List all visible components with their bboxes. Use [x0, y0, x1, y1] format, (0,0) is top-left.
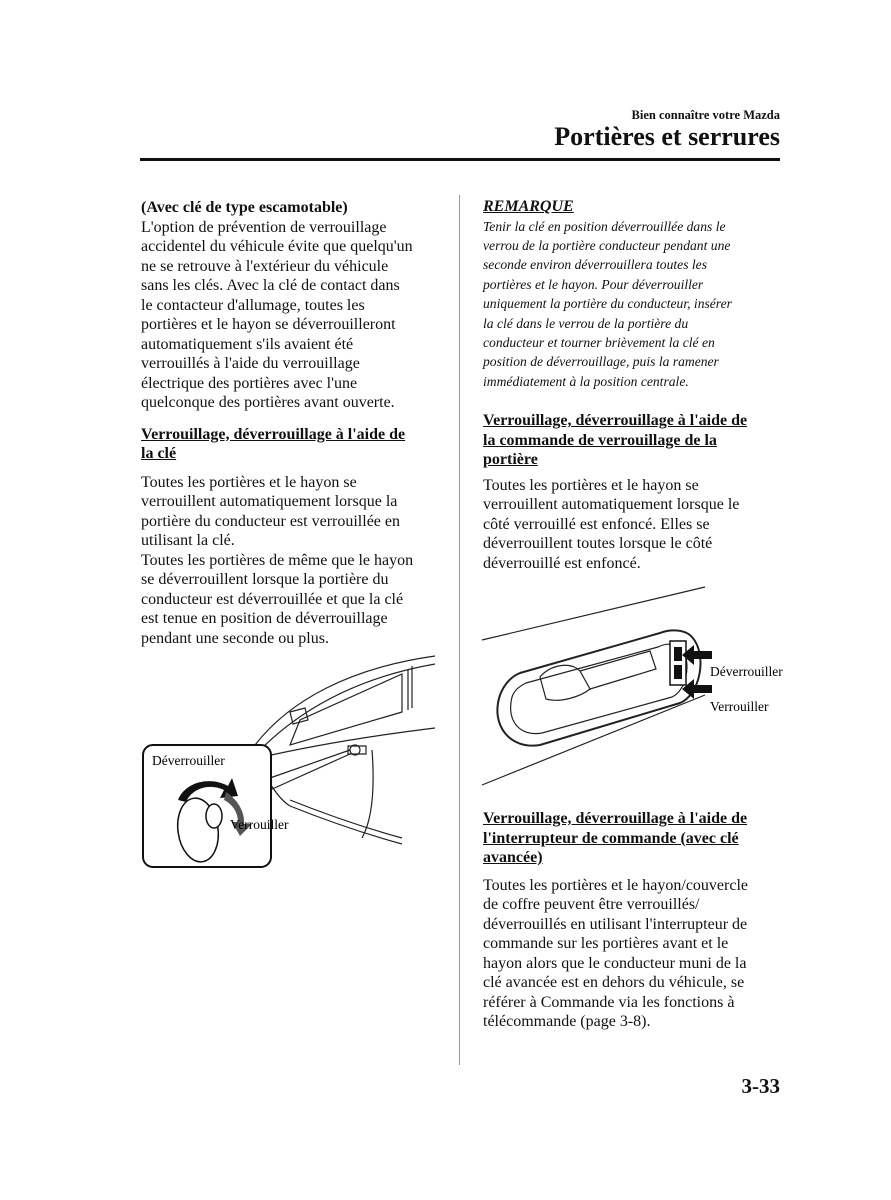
car-door-key-figure — [140, 650, 440, 875]
section-title-key: la clé — [141, 445, 177, 462]
column-divider — [459, 195, 460, 1065]
section-title-door-switch: portière — [483, 451, 538, 469]
intro-line: verrouillés à l'aide du verrouillage — [141, 355, 360, 372]
body-line: clé avancée est en dehors du véhicule, se — [483, 974, 745, 991]
header-rule — [140, 158, 780, 161]
note-line: Tenir la clé en position déverrouillée dans le — [483, 218, 726, 234]
note-line: immédiatement à la position centrale. — [483, 373, 689, 389]
door-lock-switch-figure — [480, 585, 783, 790]
body-line: Toutes les portières et le hayon se — [141, 473, 357, 491]
unlock-label: Déverrouiller — [710, 664, 783, 679]
note-line: portières et le hayon. Pour déverrouiller — [483, 276, 704, 292]
section-title-advanced-key: avancée) — [483, 849, 543, 866]
intro-line: sans les clés. Avec la clé de contact dans — [141, 277, 400, 294]
unlock-label: Déverrouiller — [152, 753, 225, 768]
page-title: Portières et serrures — [554, 122, 780, 151]
body-line: pendant une seconde ou plus. — [141, 629, 329, 647]
section-title-door-switch: la commande de verrouillage de la — [483, 431, 717, 449]
subheading-retractable-key: (Avec clé de type escamotable) — [141, 199, 348, 216]
note-line: verrou de la portière conducteur pendant une — [483, 237, 731, 253]
intro-line: L'option de prévention de verrouillage — [141, 218, 387, 236]
section-kicker: Bien connaître votre Mazda — [631, 108, 780, 122]
lock-label: Verrouiller — [230, 817, 289, 832]
section-title-advanced-key: l'interrupteur de commande (avec clé — [483, 829, 739, 847]
intro-line: le contacteur d'allumage, toutes les — [141, 296, 365, 314]
note-title: REMARQUE — [483, 198, 574, 215]
body-line: télécommande (page 3-8). — [483, 1013, 651, 1030]
body-line: déverrouillés en utilisant l'interrupteur de — [483, 915, 748, 933]
body-line: commande sur les portières avant et le — [483, 935, 729, 952]
note-line: uniquement la portière du conducteur, insérer — [483, 296, 732, 312]
body-line: côté verrouillé est enfoncé. Elles se — [483, 515, 710, 533]
note-body — [483, 217, 783, 392]
body-line: est tenue en position de déverrouillage — [141, 610, 388, 627]
body-line: Toutes les portières de même que le hayon — [141, 551, 414, 569]
intro-line: accidentel du véhicule évite que quelqu'un — [141, 238, 413, 255]
section-title-key: Verrouillage, déverrouillage à l'aide de — [141, 425, 406, 443]
body-line: utilisant la clé. — [141, 532, 235, 549]
note-line: seconde environ déverrouillera toutes les — [483, 257, 707, 273]
body-line: déverrouillé est enfoncé. — [483, 554, 641, 572]
body-line: de coffre peuvent être verrouillés/ — [483, 896, 700, 913]
right-column — [483, 197, 783, 573]
note-line: position de déverrouillage, puis la ramener — [483, 354, 719, 370]
page-number: 3-33 — [741, 1074, 780, 1098]
note-line: conducteur et tourner brièvement la clé en — [483, 334, 715, 350]
body-line: verrouillent automatiquement lorsque le — [483, 496, 740, 514]
body-line: déverrouillent toutes lorsque le côté — [483, 535, 713, 553]
body-line: référer à Commande via les fonctions à — [483, 993, 735, 1011]
lock-label: Verrouiller — [710, 699, 769, 714]
car-outline — [255, 656, 435, 844]
intro-line: automatiquement s'ils avaient été — [141, 335, 354, 353]
section-title-door-switch: Verrouillage, déverrouillage à l'aide de — [483, 412, 748, 430]
section-title-advanced-key: Verrouillage, déverrouillage à l'aide de — [483, 810, 748, 827]
note-line: la clé dans le verrou de la portière du — [483, 315, 689, 331]
door-panel-outline — [482, 587, 705, 785]
body-line: portière du conducteur est verrouillée en — [141, 512, 400, 530]
right-column-lower — [483, 809, 783, 1032]
body-line: Toutes les portières et le hayon/couvercle — [483, 876, 748, 894]
body-line: verrouillent automatiquement lorsque la — [141, 493, 398, 510]
body-line: Toutes les portières et le hayon se — [483, 476, 699, 494]
intro-line: portières et le hayon se déverrouilleront — [141, 316, 396, 333]
intro-line: électrique des portières avec l'une — [141, 374, 358, 392]
body-line: se déverrouillent lorsque la portière du — [141, 571, 389, 588]
left-column — [141, 198, 441, 648]
body-line: hayon alors que le conducteur muni de la — [483, 954, 747, 972]
body-line: conducteur est déverrouillée et que la clé — [141, 590, 404, 608]
intro-line: quelconque des portières avant ouverte. — [141, 394, 395, 411]
intro-line: ne se retrouve à l'extérieur du véhicule — [141, 257, 389, 275]
